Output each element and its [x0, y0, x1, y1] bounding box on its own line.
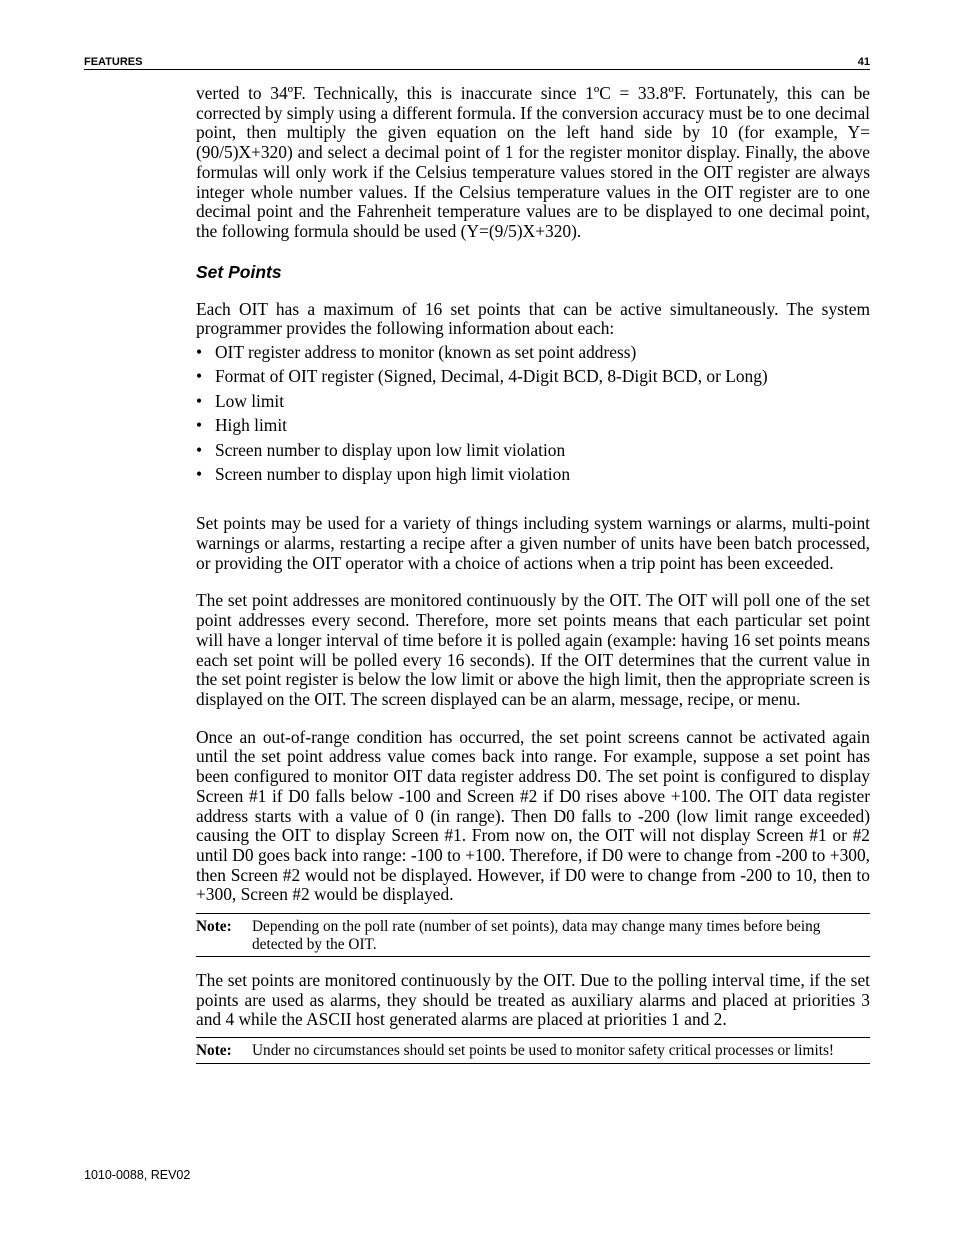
bullet-glyph: • — [196, 463, 203, 484]
list-item — [196, 391, 870, 415]
continued-paragraph: verted to 34ºF. Technically, this is inaccurate since 1ºC = 33.8ºF. Fortunately, this can be corrected by simply using a different formula. If the conversion accuracy must be to one decimal point, then multiply the given equation on the left hand side by 10 (for example, Y=(90/5)X+320) and select a decimal point of 1 for the register monitor display. Finally, the above formulas will only work if the Celsius temperature values stored in the OIT register are always integer whole number values. If the Celsius temperature values in the OIT register are to one decimal point and the Fahrenheit temperature values are to be displayed to one decimal point, the following formula should be used (Y=(9/5)X+320). — [196, 83, 870, 241]
list-item-text: Format of OIT register (Signed, Decimal, 4-Digit BCD, 8-Digit BCD, or Long) — [215, 366, 768, 387]
list-item-text: High limit — [215, 415, 287, 436]
list-item — [196, 415, 870, 439]
note-box-poll-rate — [196, 913, 870, 957]
list-item — [196, 342, 870, 366]
bullet-glyph: • — [196, 439, 203, 460]
list-item — [196, 464, 870, 488]
monitoring-paragraph: The set point addresses are monitored continuously by the OIT. The OIT will poll one of the set point addresses every second. Therefore, more set points means that each particular set point will have a longer interval of time before it is polled again (example: having 16 set points means each set point will be polled every 16 seconds). If the OIT determines that the current value in the set point register is below the low limit or above the high limit, then the appropriate screen is displayed on the OIT. The screen displayed can be an alarm, message, recipe, or menu. — [196, 590, 870, 709]
page-number: 41 — [857, 56, 870, 68]
list-item-text: Low limit — [215, 390, 285, 411]
page-footer — [84, 1168, 190, 1182]
list-item — [196, 440, 870, 464]
uses-paragraph: Set points may be used for a variety of things including system warnings or alarms, multi-point warnings or alarms, restarting a recipe after a given number of units have been batch processed, or providing the OIT operator with a choice of actions when a trip point has been exceeded. — [196, 513, 870, 573]
header-rule — [84, 69, 870, 70]
note-label: Note: — [196, 918, 232, 936]
bullet-glyph: • — [196, 342, 203, 363]
list-item-text: OIT register address to monitor (known as set point address) — [215, 342, 637, 363]
note-text: Under no circumstances should set points be used to monitor safety critical processes or limits! — [252, 1042, 834, 1060]
intro-paragraph: Each OIT has a maximum of 16 set points that can be active simultaneously. The system programmer provides the following information about each: — [196, 298, 870, 339]
bullet-glyph: • — [196, 390, 203, 411]
note-text: Depending on the poll rate (number of set points), data may change many times before being detected by the OIT. — [252, 918, 821, 953]
document-id: 1010-0088, REV02 — [84, 1168, 191, 1182]
page-body — [196, 84, 870, 1064]
alarms-paragraph: The set points are monitored continuously by the OIT. Due to the polling interval time, if the set points are used as alarms, they should be treated as auxiliary alarms and placed at priorities 3 and 4 while the ASCII host generated alarms are placed at priorities 1 and 2. — [196, 970, 870, 1030]
list-item — [196, 366, 870, 390]
set-point-info-list — [196, 342, 870, 488]
note-box-safety — [196, 1037, 870, 1064]
section-heading: Set Points — [196, 261, 282, 282]
bullet-glyph: • — [196, 415, 203, 436]
running-header-section: FEATURES — [84, 56, 143, 68]
bullet-glyph: • — [196, 366, 203, 387]
note-label: Note: — [196, 1042, 232, 1060]
list-item-text: Screen number to display upon high limit violation — [215, 463, 571, 484]
list-item-text: Screen number to display upon low limit violation — [215, 439, 566, 460]
out-of-range-paragraph: Once an out-of-range condition has occurred, the set point screens cannot be activated again until the set point address value comes back into range. For example, suppose a set point has been configured to monitor OIT data register address D0. The set point is configured to display Screen #1 if D0 falls below -100 and Screen #2 if D0 rises above +100. The OIT data register address starts with a value of 0 (in range). Then D0 falls to -200 (low limit range exceeded) causing the OIT to display Screen #1. From now on, the OIT will not display Screen #1 or #2 until D0 goes back into range: -100 to +100. Therefore, if D0 were to change from -200 to +300, then Screen #2 would not be displayed. However, if D0 were to change from -200 to 10, then to +300, Screen #2 would be displayed. — [196, 726, 870, 905]
page-header — [84, 55, 870, 69]
